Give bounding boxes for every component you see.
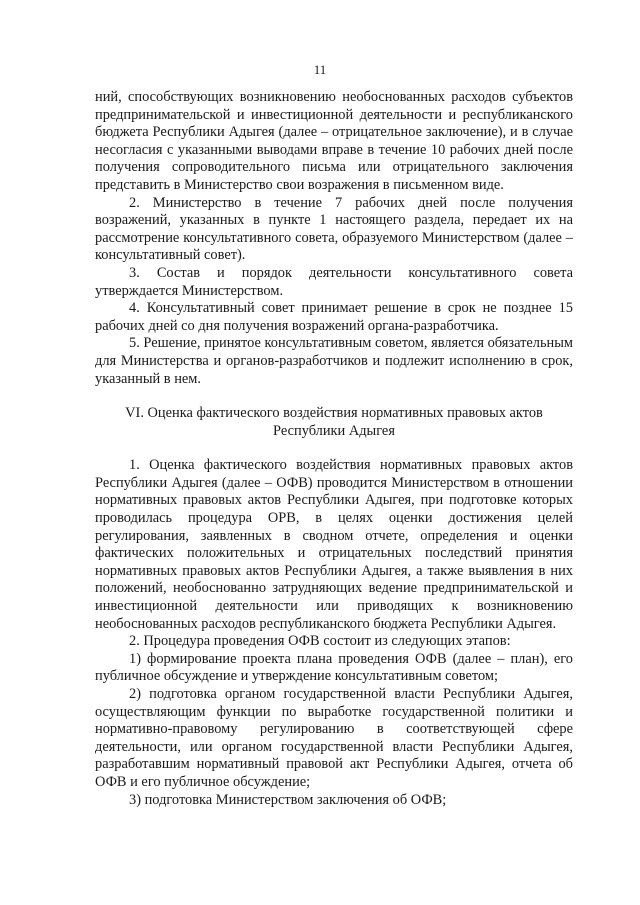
paragraph-item-3: 3. Состав и порядок деятельности консультативного совета утверждается Министерством. xyxy=(95,264,573,299)
paragraph-stage-3: 3) подготовка Министерством заключения об ОФВ; xyxy=(129,791,447,808)
paragraph-continued: ний, способствующих возникновению необоснованных расходов субъектов предпринимательской и инвестиционной деятельности и республиканского бюджета Республики Адыгея (далее – отрицательное заключение), и в случае несогласия с указанными выводами вправе в течение 10 рабочих дней после получения сопроводительного письма или отрицательного заключения представить в Министерство свои возражения в письменном виде. xyxy=(95,89,573,193)
section-heading-line1: VI. Оценка фактического воздействия нормативных правовых актов xyxy=(125,405,543,422)
page-number: 11 xyxy=(313,62,327,77)
paragraph-ofv-1: 1. Оценка фактического воздействия нормативных правовых актов Республики Адыгея (далее – ОФВ) проводится Министерством в отношении нормативных правовых актов Республики Адыгея, при подготовке которых проводилась процедура ОРВ, в целях оценки достижения целей регулирования, заявленных в сводном отчете, определения и оценки фактических положительных и отрицательных последствий принятия нормативных правовых актов Республики Адыгея, а также выявления в них положений, необоснованно затрудняющих ведение предпринимательской и инвестиционной деятельности или приводящих к возникновению необоснованных расходов республиканского бюджета Республики Адыгея. xyxy=(95,457,573,632)
paragraph-item-2: 2. Министерство в течение 7 рабочих дней после получения возражений, указанных в пункте 1 настоящего раздела, передает их на рассмотрение консультативного совета, образуемого Министерством (далее – консультативный совет). xyxy=(95,194,573,264)
paragraph-item-5: 5. Решение, принятое консультативным советом, является обязательным для Министерства и органов-разработчиков и подлежит исполнению в срок, указанный в нем. xyxy=(95,335,573,387)
paragraph-ofv-2: 2. Процедура проведения ОФВ состоит из следующих этапов: xyxy=(129,633,511,650)
section-heading-line2: Республики Адыгея xyxy=(273,422,395,439)
paragraph-stage-1: 1) формирование проекта плана проведения ОФВ (далее – план), его публичное обсуждение и утверждение консультативным советом; xyxy=(95,650,573,685)
paragraph-item-4: 4. Консультативный совет принимает решение в срок не позднее 15 рабочих дней со дня получения возражений органа-разработчика. xyxy=(95,300,573,334)
section-heading xyxy=(95,405,573,440)
paragraph-stage-2: 2) подготовка органом государственной власти Республики Адыгея, осуществляющим функции по выработке государственной политики и нормативно-правовому регулированию в соответствующей сфере деятельности, или органом государственной власти Республики Адыгея, разработавшим нормативный правовой акт Республики Адыгея, отчета об ОФВ и его публичное обсуждение; xyxy=(95,686,573,790)
document-body xyxy=(95,89,573,809)
